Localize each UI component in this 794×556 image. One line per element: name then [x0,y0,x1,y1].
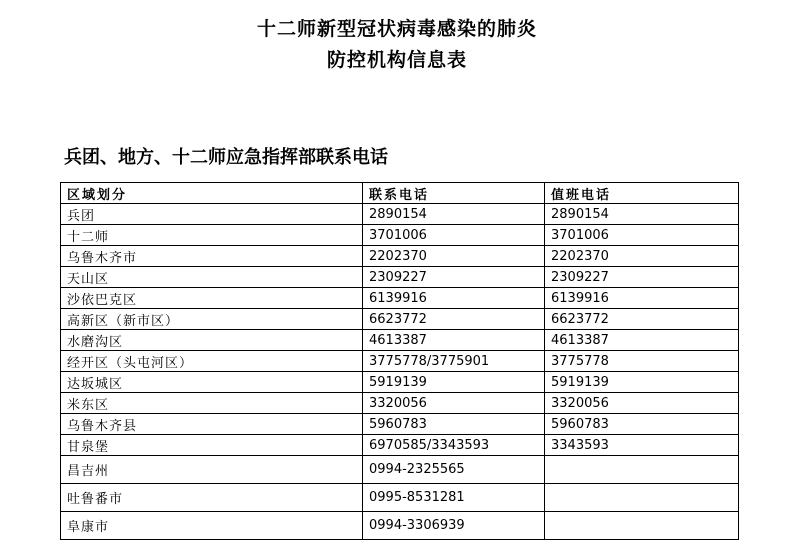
duty-phone-cell: 3320056 [545,393,739,414]
contact-phone-cell: 2309227 [363,267,545,288]
duty-phone-cell: 3775778 [545,351,739,372]
contact-phone-cell: 6623772 [363,309,545,330]
duty-phone-cell: 5960783 [545,414,739,435]
duty-phone-cell: 2890154 [545,204,739,225]
region-cell: 十二师 [61,225,363,246]
table-row [61,225,739,246]
contact-phone-cell: 3701006 [363,225,545,246]
table-row [61,393,739,414]
region-cell: 吐鲁番市 [61,484,363,512]
table-row [61,288,739,309]
table-row [61,372,739,393]
column-header-contact: 联系电话 [363,183,545,204]
table-row [61,330,739,351]
region-cell: 甘泉堡 [61,435,363,456]
region-cell: 乌鲁木齐市 [61,246,363,267]
region-cell: 阜康市 [61,512,363,540]
contact-phone-cell: 3320056 [363,393,545,414]
column-header-region: 区域划分 [61,183,363,204]
contact-phone-cell: 5960783 [363,414,545,435]
table-row [61,309,739,330]
contact-phone-cell: 6139916 [363,288,545,309]
contact-phone-cell: 6970585/3343593 [363,435,545,456]
table-row [61,204,739,225]
contact-phone-cell: 4613387 [363,330,545,351]
duty-phone-cell: 6623772 [545,309,739,330]
table-row [61,414,739,435]
duty-phone-cell: 2202370 [545,246,739,267]
contact-phone-cell: 2890154 [363,204,545,225]
region-cell: 达坂城区 [61,372,363,393]
section-title: 兵团、地方、十二师应急指挥部联系电话 [64,147,388,168]
table-row [61,484,739,512]
table-header-row [61,183,739,204]
table-row [61,435,739,456]
duty-phone-cell: 2309227 [545,267,739,288]
contact-phone-cell: 0994-2325565 [363,456,545,484]
region-cell: 经开区（头屯河区） [61,351,363,372]
contact-phone-cell: 0995-8531281 [363,484,545,512]
column-header-duty: 值班电话 [545,183,739,204]
contact-phone-cell: 2202370 [363,246,545,267]
region-cell: 水磨沟区 [61,330,363,351]
duty-phone-cell [545,512,739,540]
region-cell: 高新区（新市区） [61,309,363,330]
region-cell: 兵团 [61,204,363,225]
duty-phone-cell: 5919139 [545,372,739,393]
contact-table [60,182,739,540]
contact-phone-cell: 3775778/3775901 [363,351,545,372]
duty-phone-cell: 6139916 [545,288,739,309]
table-row [61,246,739,267]
table-row [61,267,739,288]
duty-phone-cell: 3701006 [545,225,739,246]
region-cell: 昌吉州 [61,456,363,484]
table-row [61,512,739,540]
duty-phone-cell: 3343593 [545,435,739,456]
duty-phone-cell [545,456,739,484]
region-cell: 沙依巴克区 [61,288,363,309]
region-cell: 天山区 [61,267,363,288]
region-cell: 米东区 [61,393,363,414]
duty-phone-cell: 4613387 [545,330,739,351]
table-row [61,351,739,372]
document-title-line-2: 防控机构信息表 [326,49,467,71]
duty-phone-cell [545,484,739,512]
document-title-line-1: 十二师新型冠状病毒感染的肺炎 [256,18,537,40]
contact-phone-cell: 0994-3306939 [363,512,545,540]
contact-phone-cell: 5919139 [363,372,545,393]
region-cell: 乌鲁木齐县 [61,414,363,435]
table-row [61,456,739,484]
